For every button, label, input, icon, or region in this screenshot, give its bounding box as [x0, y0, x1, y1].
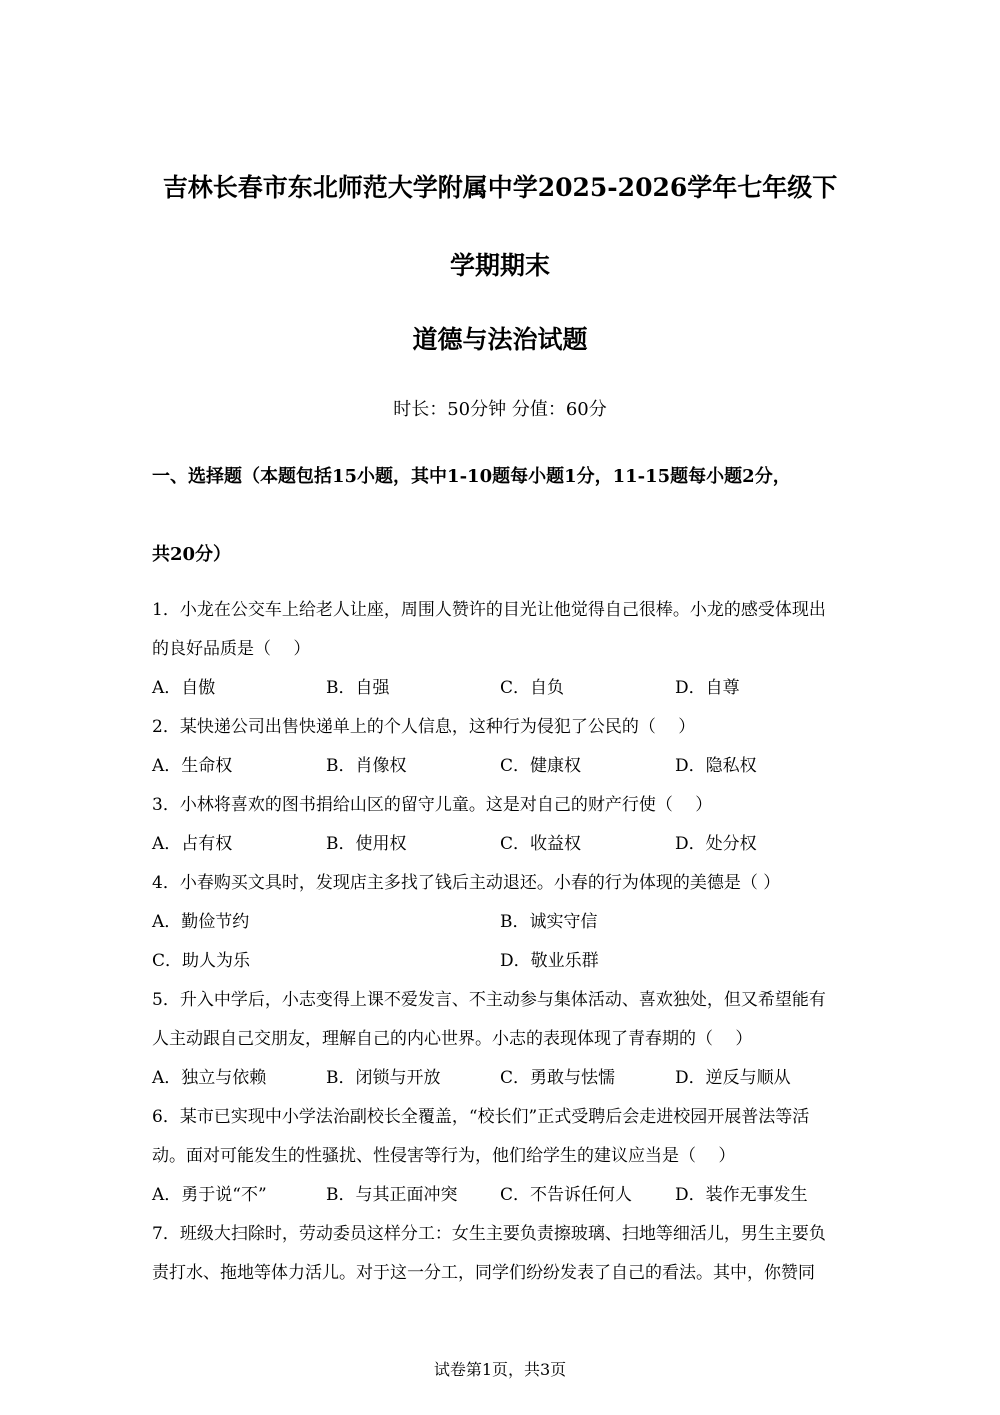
- question-4-option-b: B．诚实守信: [500, 912, 598, 932]
- question-3-line1: 3．小林将喜欢的图书捐给山区的留守儿童。这是对自己的财产行使（ ）: [152, 795, 713, 815]
- question-6-line2: 动。面对可能发生的性骚扰、性侵害等行为，他们给学生的建议应当是（ ）: [152, 1146, 736, 1166]
- question-1-option-c: C．自负: [500, 678, 565, 698]
- question-2-option-a: A．生命权: [152, 756, 233, 776]
- question-1-line1: 1．小龙在公交车上给老人让座，周围人赞许的目光让他觉得自己很棒。小龙的感受体现出: [152, 600, 826, 620]
- page-footer: 试卷第1页，共3页: [433, 1360, 567, 1379]
- exam-title-line2: 学期期末: [449, 251, 550, 280]
- question-2-option-d: D．隐私权: [675, 756, 757, 776]
- question-2-line1: 2．某快递公司出售快递单上的个人信息，这种行为侵犯了公民的（ ）: [152, 717, 696, 737]
- exam-subject-title: 道德与法治试题: [412, 325, 588, 354]
- section-heading-line1: 一、选择题（本题包括15小题，其中1-10题每小题1分，11-15题每小题2分，: [152, 466, 791, 487]
- question-4-option-c: C．助人为乐: [152, 951, 251, 971]
- exam-meta: 时长：50分钟 分值：60分: [393, 399, 607, 420]
- question-6-option-d: D．装作无事发生: [675, 1185, 808, 1205]
- question-2-option-c: C．健康权: [500, 756, 582, 776]
- question-3-option-d: D．处分权: [675, 834, 757, 854]
- question-6-option-a: A．勇于说“不”: [152, 1185, 267, 1205]
- question-5-option-d: D．逆反与顺从: [675, 1068, 791, 1088]
- question-7-line1: 7．班级大扫除时，劳动委员这样分工：女生主要负责擦玻璃、扫地等细活儿，男生主要负: [152, 1224, 826, 1244]
- question-5-option-a: A．独立与依赖: [152, 1068, 267, 1088]
- question-1-line2: 的良好品质是（ ）: [152, 639, 311, 659]
- question-6-line1: 6．某市已实现中小学法治副校长全覆盖，“校长们”正式受聘后会走进校园开展普法等活: [152, 1107, 810, 1127]
- question-4-line1: 4．小春购买文具时，发现店主多找了钱后主动退还。小春的行为体现的美德是（ ）: [152, 873, 781, 893]
- question-5-option-b: B．闭锁与开放: [326, 1068, 441, 1088]
- question-1-option-a: A．自傲: [152, 678, 216, 698]
- question-3-option-c: C．收益权: [500, 834, 582, 854]
- question-1-option-b: B．自强: [326, 678, 390, 698]
- question-2-option-b: B．肖像权: [326, 756, 407, 776]
- question-1-option-d: D．自尊: [675, 678, 740, 698]
- exam-title-line1: 吉林长春市东北师范大学附属中学2025-2026学年七年级下: [162, 173, 838, 202]
- section-heading-line2: 共20分）: [152, 544, 232, 565]
- question-5-option-c: C．勇敢与怯懦: [500, 1068, 616, 1088]
- question-5-line1: 5．升入中学后，小志变得上课不爱发言、不主动参与集体活动、喜欢独处，但又希望能有: [152, 990, 826, 1010]
- question-5-line2: 人主动跟自己交朋友，理解自己的内心世界。小志的表现体现了青春期的（ ）: [152, 1029, 753, 1049]
- question-6-option-b: B．与其正面冲突: [326, 1185, 458, 1205]
- question-6-option-c: C．不告诉任何人: [500, 1185, 633, 1205]
- question-4-option-a: A．勤俭节约: [152, 912, 250, 932]
- question-3-option-b: B．使用权: [326, 834, 407, 854]
- question-3-option-a: A．占有权: [152, 834, 233, 854]
- question-4-option-d: D．敬业乐群: [500, 951, 599, 971]
- question-7-line2: 责打水、拖地等体力活儿。对于这一分工，同学们纷纷发表了自己的看法。其中，你赞同: [152, 1263, 815, 1283]
